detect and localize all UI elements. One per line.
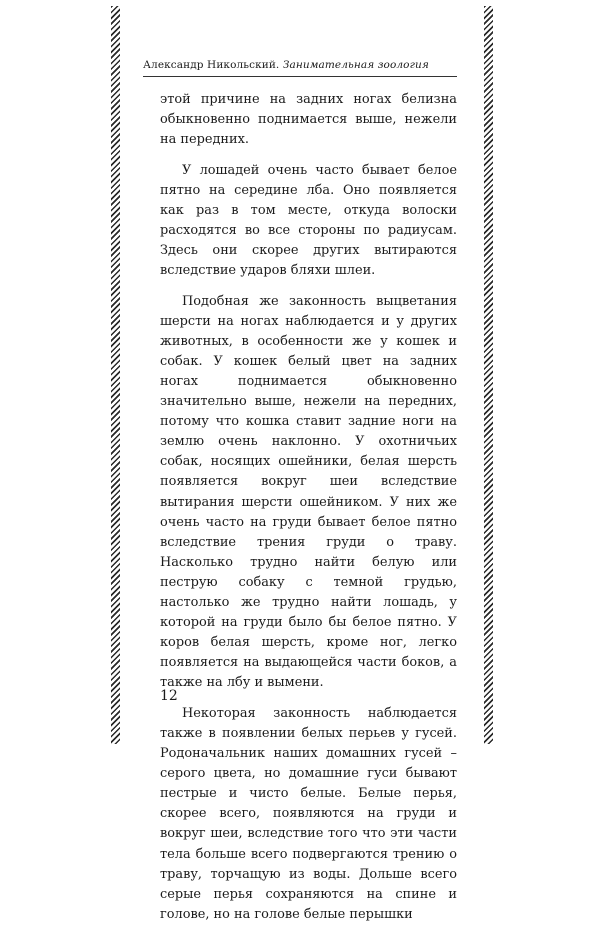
running-head-author: Александр Никольский. (143, 59, 280, 71)
paragraph: У лошадей очень часто бывает белое пятно на середине лба. Оно появляется как раз в том месте, откуда волоски расходятся во все стороны по радиусам. Здесь они скорее других вытираются вследствие ударов бляхи шлеи. (160, 162, 457, 279)
decorative-border-right (484, 6, 493, 744)
paragraph: Подобная же законность выцветания шерсти на ногах наблюдается и у других животных, в особенности же у кошек и собак. У кошек белый цвет на задних ногах поднимается обыкновенно значительно выше, нежели на передних, потому что кошка ставит задние ноги на землю очень наклонно. У охотничьих собак, носящих ошейники, белая шерсть появляется вокруг шеи вследствие вытирания шерсти ошейником. У них же очень часто на груди бывает белое пятно вследствие трения груди о траву. Насколько трудно найти белую или пеструю собаку с темной грудью, настолько же трудно найти лошадь, у которой на груди было бы белое пятно. У коров белая шерсть, кроме ног, легко появляется на выдающейся части боков, а также на лбу и вымени. (160, 293, 457, 691)
running-head-title: Занимательная зоология (282, 59, 429, 71)
header-rule (143, 76, 457, 77)
decorative-border-left (111, 6, 120, 744)
book-page (143, 0, 457, 922)
running-head (143, 59, 457, 72)
page-number: 12 (160, 688, 178, 704)
paragraph: Некоторая законность наблюдается также в появлении белых перьев у гусей. Родоначальник наших домашних гусей – серого цвета, но домашние гуси бывают пестрые и чисто белые. Белые перья, скорее всего, появляются на груди и вокруг шеи, вследствие того что эти части тела больше всего подвергаются трению о траву, торчащую из воды. Дольше всего серые перья сохраняются на спине и голове, но на голове белые перышки (160, 705, 457, 922)
paragraph-continued: этой причине на задних ногах белизна обыкновенно поднимается выше, нежели на передних. (160, 92, 457, 148)
body-text (160, 90, 457, 925)
